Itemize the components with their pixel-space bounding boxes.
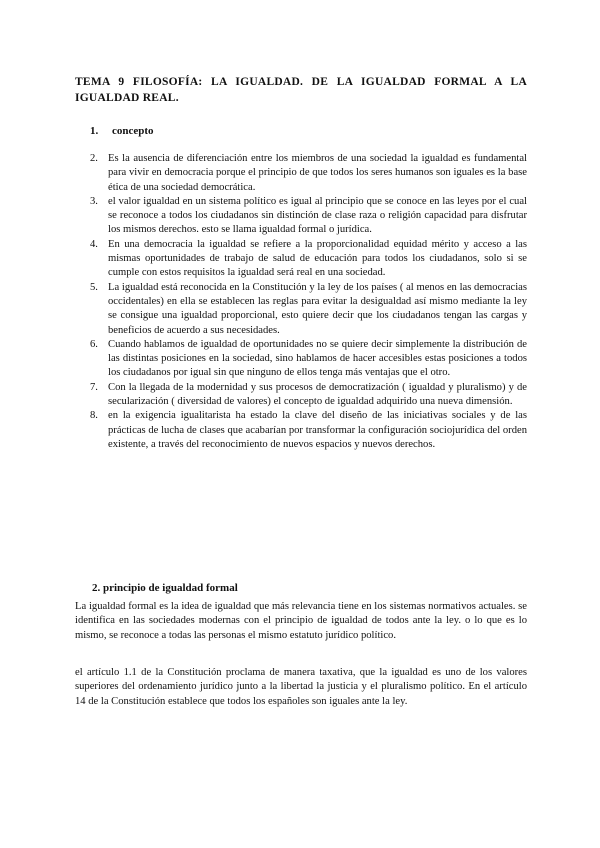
section-2-paragraph-2: el artículo 1.1 de la Constitución proclama de manera taxativa, que la igualdad es uno de los valores superiores del ordenamiento jurídico junto a la libertad la justicia y el pluralismo político. En el artículo 14 de la Constitución establece que todos los españoles son iguales ante la ley. bbox=[75, 667, 527, 707]
list-item bbox=[90, 381, 527, 410]
list-item-number: 3. bbox=[90, 195, 98, 207]
list-item-text: La igualdad está reconocida en la Constitución y la ley de los países ( al menos en las democracias occidentales) en ella se establecen las reglas para evitar la desigualdad así mismo mediante la ley se consigue una igualdad proporcional, esto quiere decir que los ciudadanos tengan las cargas y beneficios de acuerdo a sus necesidades. bbox=[108, 281, 527, 336]
document-title: TEMA 9 FILOSOFÍA: LA IGUALDAD. DE LA IGUALDAD FORMAL A LA IGUALDAD REAL. bbox=[75, 76, 527, 104]
list-item bbox=[90, 338, 527, 381]
section-1-title: concepto bbox=[112, 125, 154, 137]
section-2-paragraph-1: La igualdad formal es la idea de igualdad que más relevancia tiene en los sistemas normativos actuales. se identifica en las sociedades modernas con el principio de igualdad de todos ante la ley. o lo que es lo mismo, se reconoce a todas las personas el mismo estatuto jurídico político. bbox=[75, 601, 527, 641]
section-2-heading: 2. principio de igualdad formal bbox=[92, 582, 238, 594]
list-item-number: 7. bbox=[90, 381, 98, 393]
list-item-text: Es la ausencia de diferenciación entre los miembros de una sociedad la igualdad es fundamental para vivir en democracia porque el principio de que todos los seres humanos son iguales es la base ética de una sociedad democrática. bbox=[108, 153, 527, 193]
list-item-number: 5. bbox=[90, 281, 98, 293]
list-item bbox=[90, 152, 527, 195]
list-item-number: 6. bbox=[90, 338, 98, 350]
list-item-text: en la exigencia igualitarista ha estado la clave del diseño de las iniciativas sociales y de las prácticas de lucha de clases que acabarían por transformar la configuración sociojurídica del orden existente, a través del reconocimiento de nuevos espacios y nuevos derechos. bbox=[108, 410, 527, 450]
list-item bbox=[90, 409, 527, 452]
list-item-number: 4. bbox=[90, 238, 98, 250]
list-item-number: 8. bbox=[90, 410, 98, 422]
list-item-number: 2. bbox=[90, 153, 98, 164]
numbered-list bbox=[90, 152, 527, 452]
list-item-text: Con la llegada de la modernidad y sus procesos de democratización ( igualdad y pluralismo) y de secularización ( diversidad de valores) el concepto de igualdad adquirido una nueva dimensión. bbox=[108, 381, 527, 408]
section-1-heading bbox=[90, 124, 154, 138]
list-item bbox=[90, 281, 527, 338]
list-item bbox=[90, 195, 527, 238]
list-item bbox=[90, 238, 527, 281]
list-item-text: Cuando hablamos de igualdad de oportunidades no se quiere decir simplemente la distribución de las distintas posiciones en la sociedad, sino hablamos de hacer accesibles estas posiciones a todos los ciudadanos por igual sin que ninguno de ellos tenga más ventajas que el otro. bbox=[108, 338, 527, 379]
list-item-text: el valor igualdad en un sistema político es igual al principio que se conoce en las leyes por el cual se reconoce a todos los ciudadanos sin distinción de clase raza o religión capacidad para disfrutar los mismos derechos. esto se llama igualdad formal o jurídica. bbox=[108, 195, 527, 236]
list-item-text: En una democracia la igualdad se refiere a la proporcionalidad equidad mérito y acceso a las mismas oportunidades de trabajo de salud de educación para todos los ciudadanos, solo si se cumple con estos requisitos la igualdad será real en una sociedad. bbox=[108, 238, 527, 279]
section-1-number: 1. bbox=[90, 125, 99, 137]
